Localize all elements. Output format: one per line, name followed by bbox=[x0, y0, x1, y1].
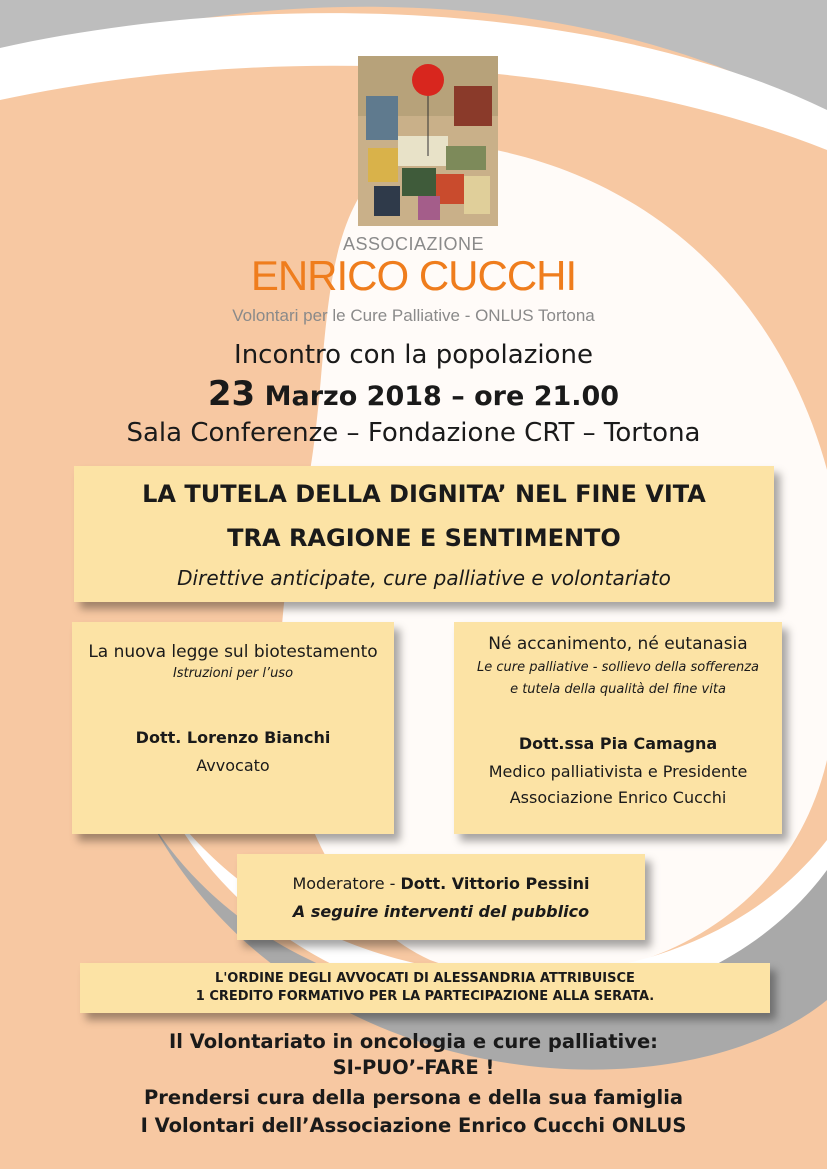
event-date-day: 23 bbox=[207, 374, 256, 414]
event-place: Sala Conferenze – Fondazione CRT – Tortona bbox=[126, 418, 701, 448]
moderator-line bbox=[237, 874, 645, 893]
talk-right-subtitle-1: Le cure palliative - sollievo della sofferenza bbox=[476, 660, 759, 675]
footer-line4: I Volontari dell’Associazione Enrico Cucchi ONLUS bbox=[140, 1114, 687, 1137]
moderator-note-text: A seguire interventi del pubblico bbox=[292, 902, 590, 921]
talk-left-subtitle: Istruzioni per l’uso bbox=[172, 666, 294, 681]
talk-right-role-1: Medico palliativista e Presidente bbox=[488, 762, 748, 781]
moderator-label: Moderatore - bbox=[292, 874, 401, 893]
red-balloon-painting-icon bbox=[358, 56, 498, 226]
talk-right-speaker: Dott.ssa Pia Camagna bbox=[518, 734, 718, 753]
main-topic-line3: Direttive anticipate, cure palliative e volontariato bbox=[177, 566, 671, 590]
talk-left-role: Avvocato bbox=[196, 756, 270, 775]
talk-left-note bbox=[72, 622, 394, 834]
event-date bbox=[0, 374, 827, 414]
main-topic-line1: LA TUTELA DELLA DIGNITA’ NEL FINE VITA bbox=[142, 480, 706, 508]
association-subtitle: Volontari per le Cure Palliative - ONLUS Tortona bbox=[232, 306, 595, 325]
talk-right-note bbox=[454, 622, 782, 834]
credit-note bbox=[80, 963, 770, 1013]
moderator-note bbox=[237, 854, 645, 940]
event-date-rest: Marzo 2018 – ore 21.00 bbox=[255, 381, 620, 412]
association-label: ASSOCIAZIONE bbox=[342, 234, 485, 254]
association-name: ENRICO CUCCHI bbox=[250, 252, 577, 299]
talk-right-role-2: Associazione Enrico Cucchi bbox=[509, 788, 727, 807]
talk-left-title: La nuova legge sul biotestamento bbox=[88, 642, 378, 662]
talk-right-subtitle-2: e tutela della qualità del fine vita bbox=[510, 682, 726, 697]
credit-line2: 1 CREDITO FORMATIVO PER LA PARTECIPAZIONE ALLA SERATA. bbox=[195, 989, 655, 1004]
footer-line1: Il Volontariato in oncologia e cure palliative: bbox=[169, 1030, 658, 1053]
event-title: Incontro con la popolazione bbox=[234, 340, 593, 370]
main-topic-line2: TRA RAGIONE E SENTIMENTO bbox=[227, 524, 621, 552]
talk-left-speaker: Dott. Lorenzo Bianchi bbox=[135, 728, 331, 747]
moderator-name: Dott. Vittorio Pessini bbox=[400, 874, 590, 893]
talk-right-title: Né accanimento, né eutanasia bbox=[488, 634, 748, 654]
credit-line1: L'ORDINE DEGLI AVVOCATI DI ALESSANDRIA ATTRIBUISCE bbox=[215, 971, 635, 986]
footer-line3: Prendersi cura della persona e della sua famiglia bbox=[143, 1086, 684, 1109]
footer-line2: SI-PUO’-FARE ! bbox=[332, 1056, 495, 1079]
